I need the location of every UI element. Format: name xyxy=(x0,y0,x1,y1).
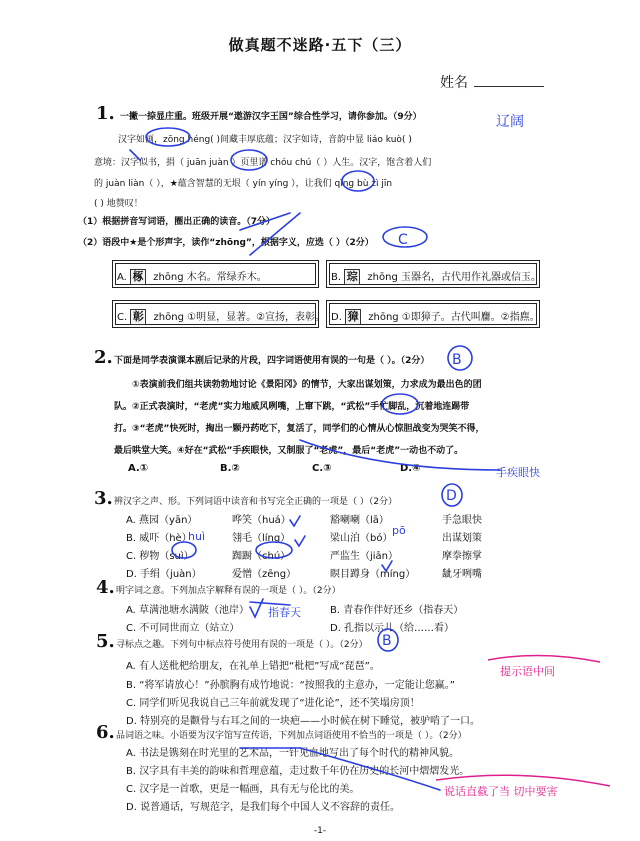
q6-option-d[interactable]: D. 说普通话，写规范字，是我们每个中国人义不容辞的责任。 xyxy=(126,802,401,813)
q1-passage-line2: 意境：汉字似书，捐（ juān juàn ）页里谱 chóu chú（ ）人生。汉字，饱含着人们 xyxy=(94,158,432,168)
q3-a-4: 手急眼快 xyxy=(442,515,482,526)
q3-d-4: 龇牙咧嘴 xyxy=(442,569,482,580)
q6-arrow xyxy=(300,748,440,790)
q3-d-1[interactable]: D. 手绢（juàn） xyxy=(126,569,202,580)
q2-choice-d[interactable]: D.④ xyxy=(400,463,421,474)
q6-heading: 品词语之味。小语要为汉字馆写宣传语，下列加点词语使用不恰当的一项是（ ）。（2分） xyxy=(116,731,467,741)
option-c-text: zhōng ①明显，显著。②宣扬，表彰。 xyxy=(153,312,326,323)
q2-choice-c[interactable]: C.③ xyxy=(312,463,332,474)
q1-passage-line3: 的 juàn liàn（ ），★蕴含智慧的无垠（ yín yíng ），让我们 qīng bù zì jīn xyxy=(94,179,393,189)
q1-ink-tick xyxy=(130,150,140,160)
q3-c-2: 踟蹰（chú） xyxy=(232,551,291,562)
q4-option-a[interactable]: A. 草满池塘水满陂（池岸） xyxy=(126,605,250,616)
q2-heading: 下面是同学表演课本剧后记录的片段，四字词语使用有误的一句是（ ）。（2分） xyxy=(114,356,430,366)
option-a-char: 椓 xyxy=(130,269,146,285)
q4-option-c[interactable]: C. 不可同世而立（站立） xyxy=(126,623,240,634)
q2-circle-word xyxy=(382,394,418,414)
q3-a-3: 豁喇喇（lā） xyxy=(330,515,389,526)
page-number: -1- xyxy=(313,826,327,836)
q3-circle-chu xyxy=(256,542,292,558)
q6-option-c[interactable]: C. 汉字是一首歌，更是一幅画，具有无与伦比的美。 xyxy=(126,784,360,795)
q4-option-b[interactable]: B. 青春作伴好还乡（指春天） xyxy=(330,605,464,616)
q1-number: 1. xyxy=(96,103,115,124)
q3-a-1[interactable]: A. 燕园（yān） xyxy=(126,515,198,526)
q1-circle-juan xyxy=(231,150,267,170)
q4-ink-note: 指春天 xyxy=(268,606,301,619)
option-d-text: zhōng ①即獐子。古代叫麕。②指麃。 xyxy=(368,312,540,323)
q5-ink-answer: B xyxy=(382,633,392,649)
q1-circle-zongheng xyxy=(146,128,190,146)
q6-red-note: 说话直截了当 切中要害 xyxy=(444,785,558,798)
q3-b-3: 梁山泊（bó） xyxy=(330,533,393,544)
q1-heading: 一撇一捺显庄重。班级开展“遨游汉字王国”综合性学习，请你参加。（9分） xyxy=(120,112,422,122)
q2-correction-line xyxy=(300,440,500,470)
name-label: 姓名 xyxy=(440,75,468,91)
q1-sub2-ink-answer: C xyxy=(398,232,408,248)
q4-option-d[interactable]: D. 孔指以示儿（给……看） xyxy=(330,623,455,634)
q5-option-b[interactable]: B. “将军请放心！”孙膑胸有成竹地说：“按照我的主意办，一定能让您赢。” xyxy=(126,680,455,691)
option-c-char: 彰 xyxy=(130,309,146,325)
q1-sub1: （1）根据拼音写词语，圈出正确的读音。（7分） xyxy=(78,217,276,227)
q2-passage-line3: 打。③“老虎”快死时，掏出一颗丹药吃下，复活了，同学们的心情从心惊胆战变为哭笑不得， xyxy=(114,424,485,434)
q3-circle-sui xyxy=(172,542,196,558)
q3-ink-note-c: huì xyxy=(188,530,205,543)
q1-ink-arrow2 xyxy=(250,213,300,255)
q1-ink-top-right: 辽阔 xyxy=(496,114,524,130)
q3-number: 3. xyxy=(94,488,113,509)
option-b-text: zhōng 玉器名，古代用作礼器或信玉。 xyxy=(367,272,541,283)
q3-ink-answer: D xyxy=(446,488,457,504)
q6-option-a[interactable]: A. 书法是镌刻在时光里的艺术品，一针见血地写出了每个时代的精神风貌。 xyxy=(126,748,460,759)
q4-ink-stroke xyxy=(250,602,290,605)
option-d-letter: D. xyxy=(331,312,342,323)
q3-tick3 xyxy=(382,561,392,571)
q1-passage-line4: ( ) 地赞叹！ xyxy=(94,199,143,209)
q2-ink-correction: 手疾眼快 xyxy=(496,466,540,479)
q2-passage-line1: ①表演前我们组共读勃勃地讨论《景阳冈》的情节，大家出谋划策，力求成为最出色的团 xyxy=(132,380,482,390)
q6-option-b[interactable]: B. 汉字具有丰美的韵味和哲理意蕴，走过数千年仍在历史的长河中熠熠发光。 xyxy=(126,766,470,777)
q4-heading: 明字词之意。下列加点字解释有误的一项是（ ）。（2分） xyxy=(116,586,341,596)
option-c-letter: C. xyxy=(117,312,128,323)
option-b-letter: B. xyxy=(331,272,342,283)
q3-b-2: 翎毛（líng） xyxy=(232,533,291,544)
q3-b-4: 出谋划策 xyxy=(442,533,482,544)
option-b-char: 琮 xyxy=(344,269,360,285)
q1-circle-yin xyxy=(342,171,374,191)
q2-passage-line2: 队。②正式表演时，“老虎”实力地威风咧嘴，上窜下跳，“武松”手忙脚乱，沉着地连踢带 xyxy=(114,402,470,412)
q5-option-a[interactable]: A. 有人送枇杷给朋友，在礼单上错把“枇杷”写成“琵琶”。 xyxy=(126,661,380,672)
q5-option-c[interactable]: C. 同学们听见我说自己三年前就发现了“进化论”，还不笑塌房顶！ xyxy=(126,698,420,709)
q3-heading: 辨汉字之声、形。下列词语中读音和书写完全正确的一项是（ ）（2分） xyxy=(114,497,398,507)
q3-d-2: 爱憎（zēng） xyxy=(232,569,297,580)
q3-b-1[interactable]: B. 威吓（hè） xyxy=(126,533,192,544)
q3-c-3: 严监生（jiān） xyxy=(330,551,399,562)
q1-passage-line1: 汉字如画，zōng héng( )间藏丰厚底蕴；汉字如诗，音韵中显 liáo kuò( ) xyxy=(118,135,412,145)
q2-passage-line4: 最后哄堂大笑。④好在“武松”手疾眼快，又制服了“老虎”，最后“老虎”一动也不动了。 xyxy=(114,446,464,456)
option-d-char: 獐 xyxy=(345,309,361,325)
q2-choice-a[interactable]: A.① xyxy=(128,463,149,474)
q5-number: 5. xyxy=(96,631,115,652)
q5-option-d[interactable]: D. 特别亮的是颧骨与右耳之间的一块疤——小时候在树下睡觉，被驴啃了一口。 xyxy=(126,716,481,727)
q5-red-underline xyxy=(488,655,600,662)
page-title: 做真题不迷路·五下（三） xyxy=(228,36,412,54)
q3-c-4: 摩拳擦掌 xyxy=(442,551,482,562)
q3-d-3: 瞑目蹲身（míng） xyxy=(330,569,416,580)
q5-heading: 寻标点之趣。下列句中标点符号使用有误的一项是（ ）。（2分） xyxy=(116,640,368,650)
q4-number: 4. xyxy=(96,577,115,598)
q3-a-2: 哗笑（huá） xyxy=(232,515,291,526)
q2-number: 2. xyxy=(94,347,113,368)
q2-ink-answer: B xyxy=(452,352,462,368)
q3-c-1[interactable]: C. 秽物（suì） xyxy=(126,551,194,562)
q6-number: 6. xyxy=(96,722,115,743)
q1-sub2: （2）语段中★是个形声字，读作“zhōng”，根据字义，应选（ ）（2分） xyxy=(78,238,374,248)
option-a-letter: A. xyxy=(117,272,127,283)
q5-red-note: 提示语中间 xyxy=(500,665,555,678)
option-a-text: zhōng 木名。常绿乔木。 xyxy=(153,272,267,283)
q3-ink-note-b: pō xyxy=(392,524,406,537)
q3-tick2 xyxy=(295,536,305,546)
q2-choice-b[interactable]: B.② xyxy=(220,463,240,474)
q3-tick1 xyxy=(290,516,300,526)
